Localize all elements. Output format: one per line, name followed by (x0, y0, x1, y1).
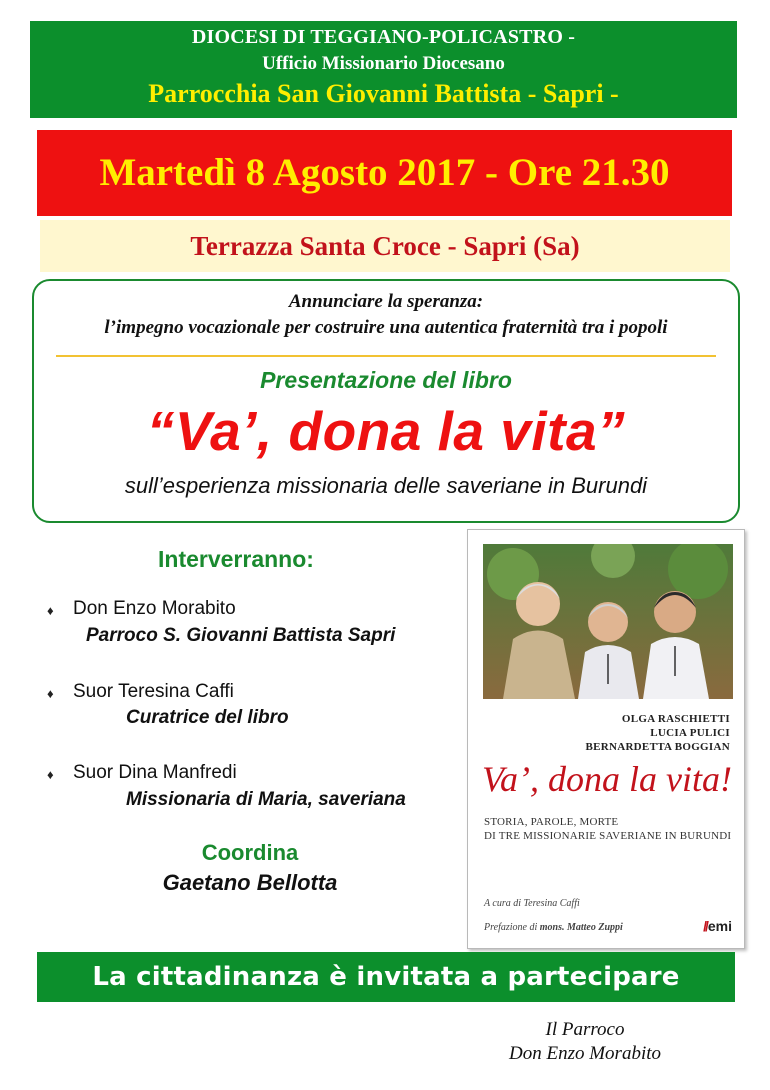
speaker-name: Don Enzo Morabito (73, 598, 236, 619)
presentation-label: Presentazione del libro (260, 367, 512, 393)
signature (460, 1018, 710, 1066)
speaker-role: Missionaria di Maria, saveriana (126, 789, 406, 810)
publisher-name: emi (707, 918, 732, 934)
speakers-heading: Interverranno: (158, 546, 314, 572)
speaker-name: Suor Teresina Caffi (73, 681, 234, 702)
book-subtitle: sull’esperienza missionaria delle saveriane in Burundi (124, 473, 648, 498)
cover-author: BERNARDETTA BOGGIAN (585, 741, 730, 753)
parish-name: Parrocchia San Giovanni Battista - Sapri - (148, 79, 619, 108)
signature-title: Il Parroco (545, 1019, 625, 1040)
event-venue: Terrazza Santa Croce - Sapri (Sa) (40, 220, 730, 272)
speaker-name: Suor Dina Manfredi (73, 762, 237, 783)
speakers-list (0, 0, 470, 840)
cover-photo (483, 544, 733, 699)
cover-subtitle: STORIA, PAROLE, MORTE (484, 816, 619, 828)
invitation-banner: La cittadinanza è invitata a partecipare (37, 952, 735, 1002)
bullet-icon: ♦ (47, 767, 54, 782)
book-cover (467, 529, 745, 949)
speaker-role: Parroco S. Giovanni Battista Sapri (86, 625, 396, 646)
coordinator-heading: Coordina (201, 840, 299, 865)
book-title: “Va’, dona la vita” (146, 400, 626, 462)
cover-title: Va’, dona la vita! (482, 759, 732, 799)
cover-author: LUCIA PULICI (650, 727, 730, 739)
theme-subtitle: l’impegno vocazionale per costruire una autentica fraternità tra i popoli (104, 317, 668, 338)
publisher-logo (703, 918, 732, 934)
cover-preface-prefix: Prefazione di (484, 922, 538, 933)
signature-name: Don Enzo Morabito (509, 1043, 661, 1064)
theme-title: Annunciare la speranza: (288, 291, 484, 312)
publisher-logo-icon: // (703, 918, 707, 934)
cover-author: OLGA RASCHIETTI (621, 713, 730, 725)
cover-subtitle: DI TRE MISSIONARIE SAVERIANE IN BURUNDI (484, 830, 732, 842)
speaker-role: Curatrice del libro (126, 707, 289, 728)
diocese-name: DIOCESI DI TEGGIANO-POLICASTRO - (191, 26, 576, 48)
event-date: Martedì 8 Agosto 2017 - Ore 21.30 (37, 130, 732, 216)
coordinator-name: Gaetano Bellotta (162, 870, 338, 895)
cover-curator: A cura di Teresina Caffi (484, 898, 580, 909)
cover-preface-name: mons. Matteo Zuppi (539, 922, 623, 933)
office-name: Ufficio Missionario Diocesano (262, 53, 505, 74)
bullet-icon: ♦ (47, 686, 54, 701)
bullet-icon: ♦ (47, 603, 54, 618)
cover-preface (484, 922, 623, 933)
